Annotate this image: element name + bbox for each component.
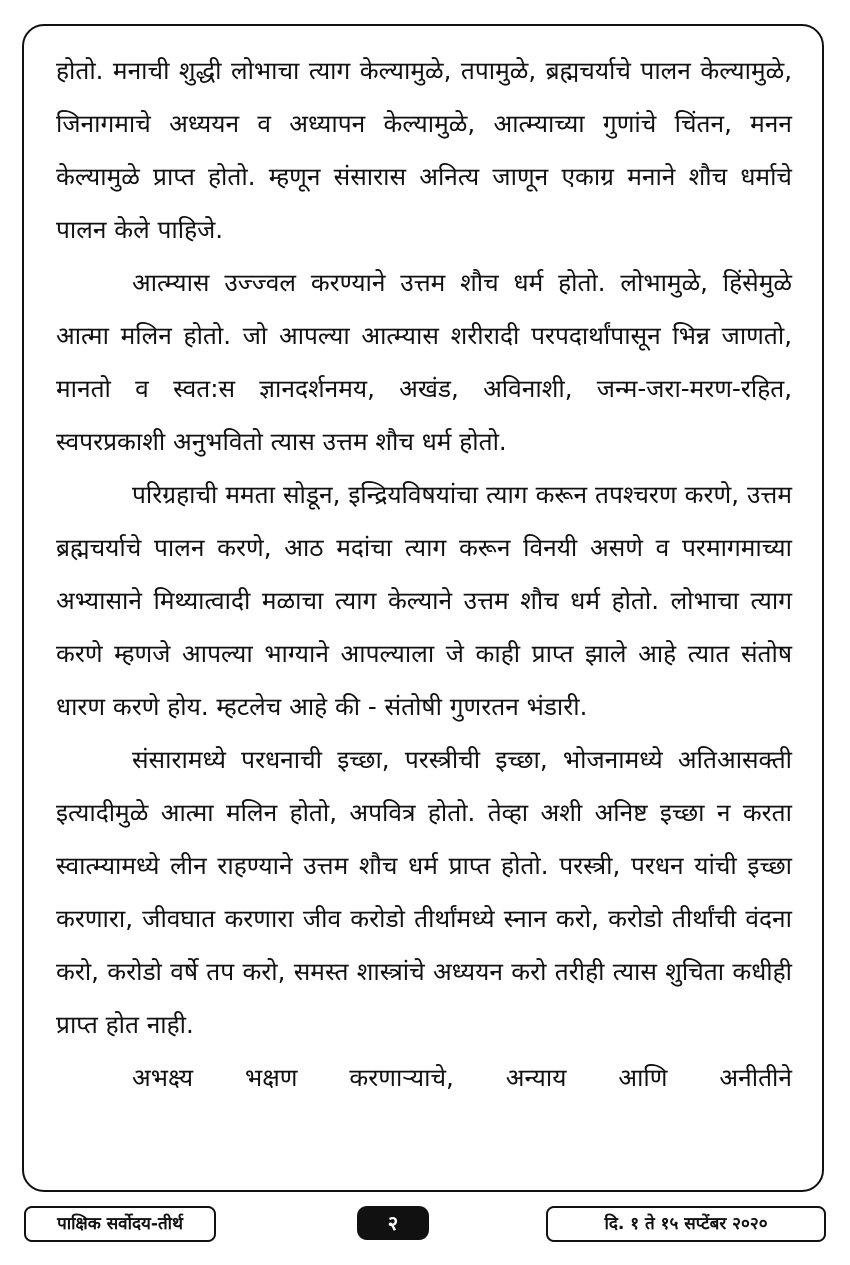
paragraph-1: होतो. मनाची शुद्धी लोभाचा त्याग केल्यामुळे, तपामुळे, ब्रह्मचर्याचे पालन केल्यामुळे, जिनागमाचे अध्ययन व अध्यापन केल्यामुळे, आत्म्याच्या गुणांचे चिंतन, मनन केल्यामुळे प्राप्त होतो. म्हणून संसारास अनित्य जाणून एकाग्र मनाने शौच धर्माचे पालन केले पाहिजे.: [56, 56, 792, 244]
paragraph-4: संसारामध्ये परधनाची इच्छा, परस्त्रीची इच्छा, भोजनामध्ये अतिआसक्ती इत्यादीमुळे आत्मा मलिन होतो, अपवित्र होतो. तेव्हा अशी अनिष्ट इच्छा न करता स्वात्म्यामध्ये लीन राहण्याने उत्तम शौच धर्म प्राप्त होतो. परस्त्री, परधन यांची इच्छा करणारा, जीवघात करणारा जीव करोडो तीर्थांमध्ये स्नान करो, करोडो तीर्थांची वंदना करो, करोडो वर्षे तप करो, समस्त शास्त्रांचे अध्ययन करो तरीही त्यास शुचिता कधीही प्राप्त होत नाही.: [56, 745, 792, 1039]
page-number-badge: २: [357, 1206, 429, 1240]
paragraph-3: परिग्रहाची ममता सोडून, इन्द्रियविषयांचा त्याग करून तपश्चरण करणे, उत्तम ब्रह्मचर्याचे पालन करणे, आठ मदांचा त्याग करून विनयी असणे व परमागमाच्या अभ्यासाने मिथ्यात्वादी मळाचा त्याग केल्याने उत्तम शौच धर्म होतो. लोभाचा त्याग करणे म्हणजे आपल्या भाग्याने आपल्याला जे काही प्राप्त झाले आहे त्यात संतोष धारण करणे होय. म्हटलेच आहे की - संतोषी गुणरतन भंडारी.: [56, 480, 792, 721]
paragraph-2: आत्म्यास उज्ज्वल करण्याने उत्तम शौच धर्म होतो. लोभामुळे, हिंसेमुळे आत्मा मलिन होतो. जो आपल्या आत्म्यास शरीरादी परपदार्थांपासून भिन्न जाणतो, मानतो व स्वत:स ज्ञानदर्शनमय, अखंड, अविनाशी, जन्म-जरा-मरण-रहित, स्वपरप्रकाशी अनुभवितो त्यास उत्तम शौच धर्म होतो.: [56, 268, 792, 456]
publication-name: पाक्षिक सर्वोदय-तीर्थ: [24, 1206, 216, 1242]
paragraph-5: अभक्ष्य भक्षण करणाऱ्याचे, अन्याय आणि अनीतीने: [132, 1063, 792, 1092]
issue-date: दि. १ ते १५ सप्टेंबर २०२०: [546, 1206, 826, 1242]
page-frame: [22, 24, 824, 1192]
